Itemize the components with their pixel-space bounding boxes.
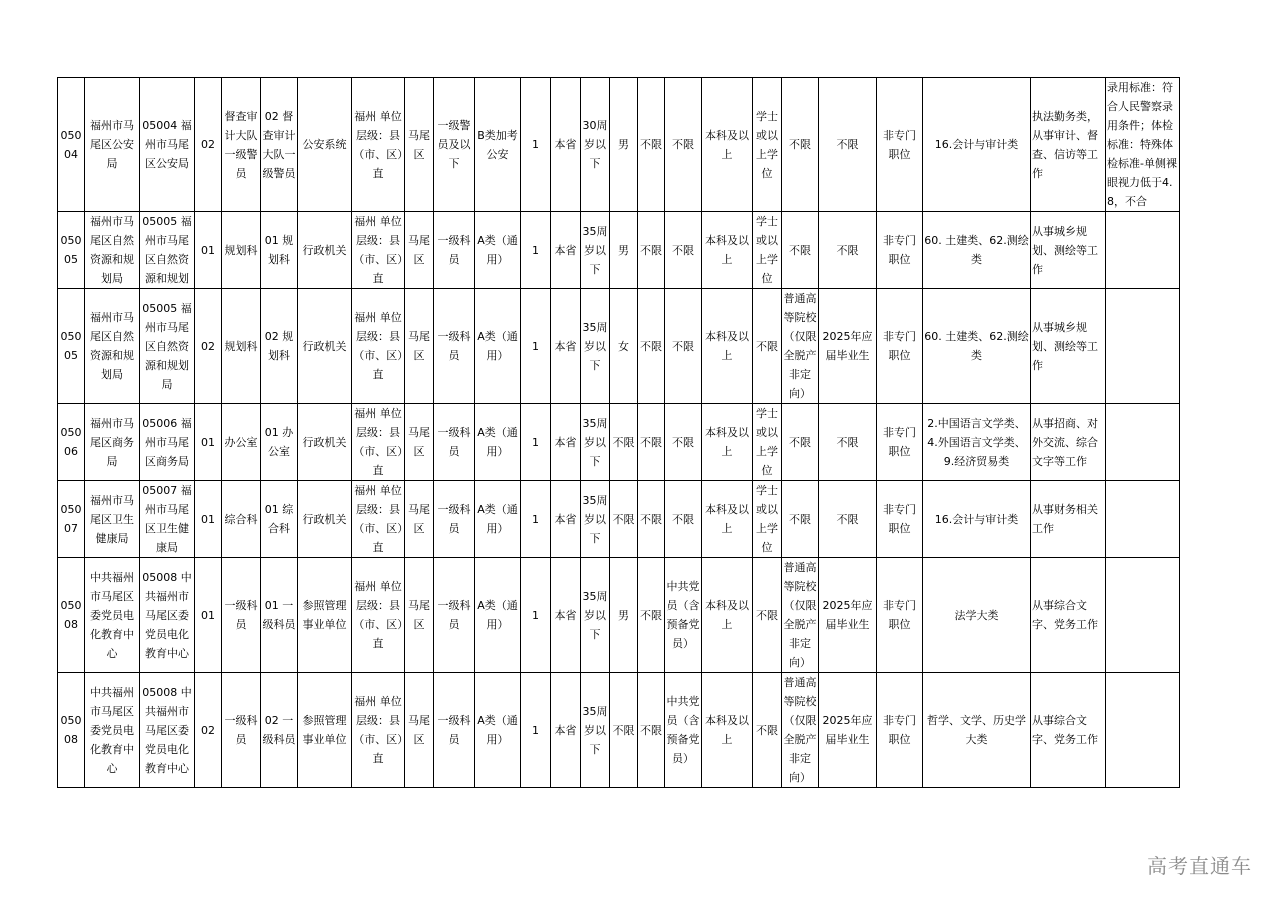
cell-post: 02 一级科员 xyxy=(261,673,298,788)
cell-edu: 本科及以上 xyxy=(702,289,753,404)
cell-age: 30周岁以下 xyxy=(581,78,610,212)
cell-system: 参照管理事业单位 xyxy=(298,673,352,788)
cell-level: 福州 单位层级：县（市、区）直 xyxy=(352,212,405,289)
cell-count: 1 xyxy=(521,404,551,481)
cell-district: 马尾区 xyxy=(405,558,434,673)
cell-dept: 福州市马尾区卫生健康局 xyxy=(85,481,140,558)
cell-system: 参照管理事业单位 xyxy=(298,558,352,673)
cell-political: 不限 xyxy=(665,481,702,558)
cell-level: 福州 单位层级：县（市、区）直 xyxy=(352,481,405,558)
cell-level: 福州 单位层级：县（市、区）直 xyxy=(352,673,405,788)
cell-degree: 不限 xyxy=(753,558,782,673)
cell-duty: 从事综合文字、党务工作 xyxy=(1031,673,1106,788)
cell-code: 05007 xyxy=(58,481,85,558)
table-row xyxy=(58,673,1180,788)
cell-system: 行政机关 xyxy=(298,289,352,404)
cell-unit: 05006 福州市马尾区商务局 xyxy=(140,404,195,481)
cell-post: 01 综合科 xyxy=(261,481,298,558)
cell-unit: 05005 福州市马尾区自然资源和规划局 xyxy=(140,289,195,404)
cell-degree: 不限 xyxy=(753,673,782,788)
table-row xyxy=(58,558,1180,673)
cell-unit: 05008 中共福州市马尾区委党员电化教育中心 xyxy=(140,673,195,788)
cell-special: 非专门职位 xyxy=(877,404,923,481)
cell-num: 01 xyxy=(195,481,222,558)
cell-level: 福州 单位层级：县（市、区）直 xyxy=(352,558,405,673)
cell-note xyxy=(1106,212,1180,289)
cell-level: 福州 单位层级：县（市、区）直 xyxy=(352,78,405,212)
cell-special: 非专门职位 xyxy=(877,673,923,788)
cell-level: 福州 单位层级：县（市、区）直 xyxy=(352,404,405,481)
cell-special: 非专门职位 xyxy=(877,289,923,404)
cell-major: 16.会计与审计类 xyxy=(923,481,1031,558)
table-row xyxy=(58,481,1180,558)
cell-section: 督查审计大队一级警员 xyxy=(222,78,261,212)
cell-degree: 不限 xyxy=(753,289,782,404)
cell-district: 马尾区 xyxy=(405,673,434,788)
cell-ethnic: 不限 xyxy=(638,558,665,673)
cell-political: 不限 xyxy=(665,78,702,212)
cell-degree: 学士或以上学位 xyxy=(753,212,782,289)
cell-post: 01 规划科 xyxy=(261,212,298,289)
cell-age: 35周岁以下 xyxy=(581,558,610,673)
cell-gender: 男 xyxy=(610,78,638,212)
cell-gender: 不限 xyxy=(610,673,638,788)
cell-school: 普通高等院校（仅限全脱产非定向） xyxy=(782,673,819,788)
cell-num: 02 xyxy=(195,673,222,788)
cell-origin: 本省 xyxy=(551,78,581,212)
cell-exam: A类（通用） xyxy=(475,289,521,404)
cell-origin: 本省 xyxy=(551,673,581,788)
cell-edu: 本科及以上 xyxy=(702,673,753,788)
cell-district: 马尾区 xyxy=(405,404,434,481)
cell-gender: 不限 xyxy=(610,481,638,558)
cell-code: 05006 xyxy=(58,404,85,481)
cell-special: 非专门职位 xyxy=(877,481,923,558)
cell-dept: 福州市马尾区自然资源和规划局 xyxy=(85,212,140,289)
cell-note xyxy=(1106,558,1180,673)
cell-dept: 福州市马尾区公安局 xyxy=(85,78,140,212)
cell-ethnic: 不限 xyxy=(638,212,665,289)
cell-origin: 本省 xyxy=(551,404,581,481)
cell-duty: 从事城乡规划、测绘等工作 xyxy=(1031,212,1106,289)
cell-major: 60. 土建类、62.测绘类 xyxy=(923,289,1031,404)
cell-exam: A类（通用） xyxy=(475,558,521,673)
cell-note xyxy=(1106,289,1180,404)
table-row xyxy=(58,404,1180,481)
recruitment-table xyxy=(57,77,1180,788)
cell-political: 不限 xyxy=(665,289,702,404)
cell-rank: 一级警员及以下 xyxy=(434,78,475,212)
cell-duty: 执法勤务类，从事审计、督查、信访等工作 xyxy=(1031,78,1106,212)
cell-system: 公安系统 xyxy=(298,78,352,212)
cell-system: 行政机关 xyxy=(298,404,352,481)
cell-political: 不限 xyxy=(665,212,702,289)
cell-edu: 本科及以上 xyxy=(702,78,753,212)
cell-exam: A类（通用） xyxy=(475,673,521,788)
cell-code: 05008 xyxy=(58,673,85,788)
cell-duty: 从事综合文字、党务工作 xyxy=(1031,558,1106,673)
cell-count: 1 xyxy=(521,212,551,289)
cell-major: 哲学、文学、历史学大类 xyxy=(923,673,1031,788)
cell-section: 一级科员 xyxy=(222,673,261,788)
cell-special: 非专门职位 xyxy=(877,212,923,289)
cell-age: 35周岁以下 xyxy=(581,212,610,289)
cell-exam: A类（通用） xyxy=(475,404,521,481)
table-row xyxy=(58,212,1180,289)
cell-level: 福州 单位层级：县（市、区）直 xyxy=(352,289,405,404)
cell-edu: 本科及以上 xyxy=(702,404,753,481)
cell-degree: 学士或以上学位 xyxy=(753,78,782,212)
cell-unit: 05008 中共福州市马尾区委党员电化教育中心 xyxy=(140,558,195,673)
cell-post: 01 办公室 xyxy=(261,404,298,481)
cell-graduate: 2025年应届毕业生 xyxy=(819,289,877,404)
cell-edu: 本科及以上 xyxy=(702,481,753,558)
cell-district: 马尾区 xyxy=(405,212,434,289)
cell-school: 普通高等院校（仅限全脱产非定向） xyxy=(782,289,819,404)
table-row xyxy=(58,289,1180,404)
cell-code: 05005 xyxy=(58,289,85,404)
table-row xyxy=(58,78,1180,212)
cell-section: 一级科员 xyxy=(222,558,261,673)
cell-ethnic: 不限 xyxy=(638,289,665,404)
cell-count: 1 xyxy=(521,673,551,788)
cell-political: 不限 xyxy=(665,404,702,481)
cell-num: 01 xyxy=(195,212,222,289)
cell-special: 非专门职位 xyxy=(877,78,923,212)
cell-age: 35周岁以下 xyxy=(581,404,610,481)
cell-duty: 从事财务相关工作 xyxy=(1031,481,1106,558)
cell-degree: 学士或以上学位 xyxy=(753,481,782,558)
cell-count: 1 xyxy=(521,289,551,404)
cell-code: 05005 xyxy=(58,212,85,289)
cell-gender: 男 xyxy=(610,558,638,673)
cell-post: 01 一级科员 xyxy=(261,558,298,673)
cell-code: 05004 xyxy=(58,78,85,212)
cell-num: 02 xyxy=(195,78,222,212)
cell-count: 1 xyxy=(521,78,551,212)
cell-district: 马尾区 xyxy=(405,481,434,558)
cell-dept: 福州市马尾区商务局 xyxy=(85,404,140,481)
cell-age: 35周岁以下 xyxy=(581,289,610,404)
cell-edu: 本科及以上 xyxy=(702,212,753,289)
cell-major: 16.会计与审计类 xyxy=(923,78,1031,212)
cell-origin: 本省 xyxy=(551,289,581,404)
cell-note xyxy=(1106,673,1180,788)
cell-system: 行政机关 xyxy=(298,212,352,289)
cell-ethnic: 不限 xyxy=(638,404,665,481)
cell-graduate: 2025年应届毕业生 xyxy=(819,558,877,673)
cell-duty: 从事城乡规划、测绘等工作 xyxy=(1031,289,1106,404)
cell-unit: 05005 福州市马尾区自然资源和规划 xyxy=(140,212,195,289)
cell-major: 法学大类 xyxy=(923,558,1031,673)
cell-gender: 女 xyxy=(610,289,638,404)
cell-count: 1 xyxy=(521,481,551,558)
cell-graduate: 不限 xyxy=(819,78,877,212)
cell-ethnic: 不限 xyxy=(638,673,665,788)
cell-post: 02 规划科 xyxy=(261,289,298,404)
cell-school: 不限 xyxy=(782,78,819,212)
cell-dept: 中共福州市马尾区委党员电化教育中心 xyxy=(85,673,140,788)
cell-edu: 本科及以上 xyxy=(702,558,753,673)
watermark: 高考直通车 xyxy=(1147,854,1252,878)
cell-school: 不限 xyxy=(782,404,819,481)
cell-graduate: 2025年应届毕业生 xyxy=(819,673,877,788)
cell-rank: 一级科员 xyxy=(434,673,475,788)
cell-special: 非专门职位 xyxy=(877,558,923,673)
cell-age: 35周岁以下 xyxy=(581,481,610,558)
cell-note: 录用标准：符合人民警察录用条件；体检标准：特殊体检标准-单侧裸眼视力低于4.8，不合 xyxy=(1106,78,1180,212)
cell-district: 马尾区 xyxy=(405,78,434,212)
cell-school: 不限 xyxy=(782,212,819,289)
cell-political: 中共党员（含预备党员） xyxy=(665,673,702,788)
cell-section: 规划科 xyxy=(222,212,261,289)
cell-gender: 不限 xyxy=(610,404,638,481)
cell-code: 05008 xyxy=(58,558,85,673)
cell-gender: 男 xyxy=(610,212,638,289)
cell-ethnic: 不限 xyxy=(638,78,665,212)
cell-exam: B类加考公安 xyxy=(475,78,521,212)
cell-rank: 一级科员 xyxy=(434,289,475,404)
cell-major: 2.中国语言文学类、4.外国语言文学类、9.经济贸易类 xyxy=(923,404,1031,481)
cell-ethnic: 不限 xyxy=(638,481,665,558)
cell-count: 1 xyxy=(521,558,551,673)
cell-post: 02 督查审计大队一级警员 xyxy=(261,78,298,212)
cell-unit: 05007 福州市马尾区卫生健康局 xyxy=(140,481,195,558)
cell-duty: 从事招商、对外交流、综合文字等工作 xyxy=(1031,404,1106,481)
cell-graduate: 不限 xyxy=(819,404,877,481)
cell-note xyxy=(1106,481,1180,558)
cell-exam: A类（通用） xyxy=(475,481,521,558)
cell-section: 规划科 xyxy=(222,289,261,404)
cell-degree: 学士或以上学位 xyxy=(753,404,782,481)
cell-rank: 一级科员 xyxy=(434,558,475,673)
cell-num: 01 xyxy=(195,404,222,481)
cell-origin: 本省 xyxy=(551,481,581,558)
cell-unit: 05004 福州市马尾区公安局 xyxy=(140,78,195,212)
cell-political: 中共党员（含预备党员） xyxy=(665,558,702,673)
cell-age: 35周岁以下 xyxy=(581,673,610,788)
cell-rank: 一级科员 xyxy=(434,212,475,289)
cell-school: 普通高等院校（仅限全脱产非定向） xyxy=(782,558,819,673)
cell-num: 02 xyxy=(195,289,222,404)
cell-section: 办公室 xyxy=(222,404,261,481)
cell-district: 马尾区 xyxy=(405,289,434,404)
cell-graduate: 不限 xyxy=(819,481,877,558)
cell-note xyxy=(1106,404,1180,481)
cell-school: 不限 xyxy=(782,481,819,558)
cell-num: 01 xyxy=(195,558,222,673)
cell-major: 60. 土建类、62.测绘类 xyxy=(923,212,1031,289)
cell-dept: 中共福州市马尾区委党员电化教育中心 xyxy=(85,558,140,673)
cell-graduate: 不限 xyxy=(819,212,877,289)
cell-exam: A类（通用） xyxy=(475,212,521,289)
cell-dept: 福州市马尾区自然资源和规划局 xyxy=(85,289,140,404)
cell-rank: 一级科员 xyxy=(434,404,475,481)
cell-section: 综合科 xyxy=(222,481,261,558)
cell-origin: 本省 xyxy=(551,558,581,673)
cell-rank: 一级科员 xyxy=(434,481,475,558)
cell-origin: 本省 xyxy=(551,212,581,289)
cell-system: 行政机关 xyxy=(298,481,352,558)
